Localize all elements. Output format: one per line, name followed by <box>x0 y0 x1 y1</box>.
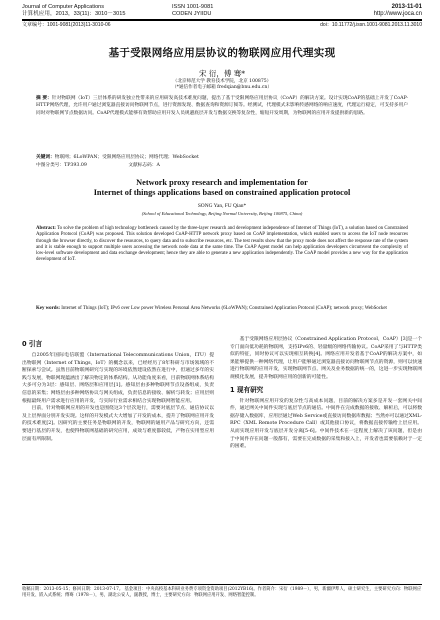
abstract-english <box>36 226 408 264</box>
title-english <box>22 178 422 198</box>
paper-page <box>22 0 422 620</box>
classification <box>36 162 408 169</box>
title-english-line-2: Internet of things applications based on constrained application protocol <box>93 188 351 197</box>
keywords-english-text: Internet of Things (IoT); IPv6 over Low power Wireless Personal Area Networks (6LoWPAN); Constrained Application Protocol (CoAP); network proxy; WebSocket <box>61 306 387 311</box>
title-chinese: 基于受限网络应用层协议的物联网应用代理实现 <box>108 47 336 59</box>
abstract-english-text: To solve the problem of high technology bottleneck caused by the three-layer research and development independence of Internet of Things (IoT), a solution based on Constrained Application Protocol (CoAP) was proposed. This solution developed CoAP-HTTP network proxy based on CoAP implementation, which enabled users to access the IoT node resources through the browser directly, to discover the resources, to query data and to subscribe resources, etc. The test results show that the proxy mode does not affect the response rate of the system and it is stable enough to support multiple users accessing the network node data at the same time. The CoAP Agent model can help application developers circumvent the complexity of low-level software development and data exchange development; hence they are able to generate a new application independently. The CoAP model provides a new way for the application development of IoT. <box>36 226 409 263</box>
authors-chinese: 宋 衍，傅 骞* <box>198 69 246 78</box>
affiliation-chinese <box>22 79 422 91</box>
affiliation-line: （北京师范大学 教育技术学院，北京 100875） <box>172 79 272 84</box>
authors-english: SONG Yan, FU Qian* <box>197 203 247 209</box>
journal-ids <box>172 4 213 18</box>
issn: ISSN 1001-9081 <box>172 4 214 10</box>
journal-date-url <box>374 4 422 18</box>
clc-number: 中图分类号：TP393.09 <box>36 163 87 168</box>
article-number: 文章编号：1001-9081(2013)11-3010-06 <box>22 22 111 28</box>
journal-url[interactable]: http://www.joca.cn <box>373 11 422 17</box>
section-heading-intro: 0 引言 <box>22 340 43 348</box>
body-paragraph: 目前，针对物联网应用的开发也是围绕这3个层次进行，需要对底层节点、通信协议以及上层界面分别开发实现。这样的开发模式大大增加了开发的成本，提升了物联网应用开发的技术难度[2]。因研究的主要任务是物联网的开发，物联网的通用产品与研究方向，还需要进行基层的开发，也使得物联网基础的研究应用，成效与难度都较低，产物在实用型应用层面有所限制。 <box>22 406 214 442</box>
article-meta <box>22 21 422 28</box>
affiliation-english: (School of Educational Technology, Beijing Normal University, Beijing 100875, China) <box>141 211 303 216</box>
journal-name-en: Journal of Computer Applications <box>22 4 105 10</box>
document-code: 文献标志码：A <box>128 163 160 168</box>
keywords-text: 物联网；6LoWPAN；受限网络应用层协议；网络代理；WebSocket <box>54 155 199 160</box>
journal-issue-info: 计算机应用，2013，33(11)：3010－3015 <box>22 11 126 17</box>
abstract-chinese <box>36 95 408 117</box>
body-paragraph: 自2005年国际电信联盟（International Telecommunications Union，ITU）提出物联网（Internet of Things，IoT）的概念以来，已经经历了8年科研与市场领域的不断探索与尝试。虽然目前物联网研究与实现的环境依然建设依然在进行中，但通过多年的实践与发展，物联网现蕴涵出了解决物定的体系结构。从功能角度来看，目前物联网体系结构大多可分为3层：感知层、网络层和应用层[1]。感知层由多种物联网节点设备组成，负责信息的采集；网络层由多种网络协议与网关组成，负责信息的接收、解析与转发；应用层则根据最终用户需求进行应用的开发，与实际行业需求相结合实现物联网智能应用。 <box>22 353 214 404</box>
abstract-label: 摘 要： <box>36 96 52 101</box>
footnote: 收稿日期：2013-05-15；修回日期：2013-07-17。 基金项目：中央高校基本科研业务费专项资金资助项目(2012YB16)。作者简介：宋衍（1989－），男，新疆伊犁人，硕士研究生，主要研究方向：物联网应用开发、嵌入式系统；傅骞（1978－），男，湖北公安人，副教授，博士，主要研究方向：物联网应用开发、网络智能控制。 <box>22 584 422 599</box>
body-paragraph: 针对物联网应用开发的复杂性与高成本问题，目前的解决方案多是开发一套网关中间件，通过网关中间件实现与底层节点的通信。中间件在完成数据的接收、解析后，可以将数据存储入数据库，应用层通过Web Service或直接访问数据库数据；当然亦可以通过XML-RPC（XML Remote Procedure Call）或其他接口协议，将数据直接传输给上层应用。从而实现应用开发与底层开发分离[5-6]。中间件技术在一定程度上解决了该问题，但是由于中间件存在问题一般都有，需要在完成数据的采集和接入上，开发者也需要依赖对于一定的困难。 <box>230 398 422 450</box>
corresponding-email: （*通信作者电子邮箱 fredqian@bnu.edu.cn） <box>172 85 272 90</box>
abstract-english-label: Abstract: <box>36 226 56 231</box>
keywords-chinese <box>36 154 408 161</box>
body-column-left <box>22 336 214 443</box>
publish-date: 2013-11-01 <box>391 4 422 10</box>
section-heading-related-work: 1 现有研究 <box>230 385 264 394</box>
keywords-english-label: Key words: <box>36 306 61 311</box>
journal-names <box>22 4 125 18</box>
keywords-label: 关键词： <box>36 155 55 160</box>
title-english-line-1: Network proxy research and implementation for <box>136 178 308 187</box>
keywords-english <box>36 306 408 312</box>
body-paragraph: 基于受限网络应用层协议（Constrained Application Protocol，CoAP）[3]是一个专门面向低功耗的物联网，支持IPv6的、轻量级的网络传输协议。CoAP采用了与HTTP类似的特征，同时协议可以实现相互转换[4]。网络应用开发者基于CoAP的解决方案中，如果能够提供一种网络代理，让用户能够通过浏览器直接访问物联网节点的资源，则可以快速进行物联网的应用开发，实现物联网节点、网关及业务数据的统一的，这进一步实现物联网规模化发展，提升物联网应用的创新的可能性。 <box>230 337 422 380</box>
doi[interactable]: doi：10.11772/j.issn.1001-9081.2013.11.3010 <box>320 22 422 28</box>
body-column-right <box>230 336 422 451</box>
abstract-text: 针对物联网（IoT）三层体系的研发独立性带来的应用研发高技术难度问题，提出了基于受限网络应用层协议（CoAP）的解决方案。设计实现CoAP的基础上开发了CoAP-HTTP网络代理，允许用户通过浏览器直接访问物联网节点，进行资源发现、数据查询和资源订阅等。经测试，代理模式未影响传感网络的响应速度，代理运行稳定，可支持多用户同时对物联网节点数据访问。CoAP代理模式能够有效帮助应用开发人员规避底层开发与数据交换等复杂性，缩短开发周期，为物联网的应用开发提供新的思路。 <box>36 96 408 116</box>
coden: CODEN JYIIDU <box>172 11 212 17</box>
